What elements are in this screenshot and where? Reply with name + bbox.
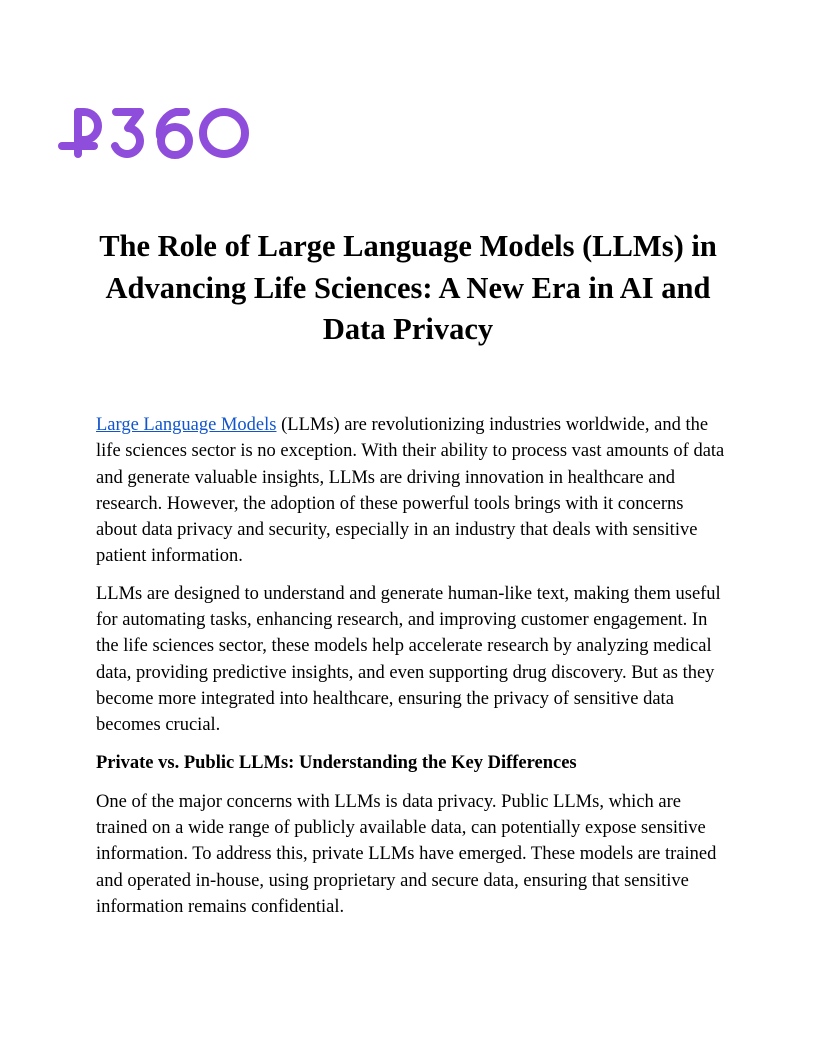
llm-link[interactable]: Large Language Models bbox=[96, 415, 277, 435]
section-heading: Private vs. Public LLMs: Understanding the Key Differences bbox=[96, 752, 577, 773]
intro-text: (LLMs) are revolutionizing industries worldwide, and the life sciences sector is no exception. With their ability to process vast amounts of data and generate valuable insights, LLMs are driving innovation in healthcare and research. However, the adoption of these powerful tools brings with it concerns about data privacy and security, especially in an industry that deals with sensitive patient information. bbox=[96, 415, 725, 567]
intro-paragraph bbox=[96, 412, 728, 570]
article-title: The Role of Large Language Models (LLMs) in Advancing Life Sciences: A New Era in AI and Data Privacy bbox=[99, 229, 717, 346]
article-body bbox=[96, 412, 728, 931]
paragraph-private-public: One of the major concerns with LLMs is data privacy. Public LLMs, which are trained on a wide range of publicly available data, can potentially expose sensitive information. To address this, private LLMs have emerged. These models are trained and operated in-house, using proprietary and secure data, ensuring that sensitive information remains confidential. bbox=[96, 791, 717, 918]
p360-logo bbox=[56, 104, 256, 164]
paragraph-llm-design: LLMs are designed to understand and generate human-like text, making them useful for automating tasks, enhancing research, and improving customer engagement. In the life sciences sector, these models help accelerate research by analyzing medical data, providing predictive insights, and even supporting drug discovery. But as they become more integrated into healthcare, ensuring the privacy of sensitive data becomes crucial. bbox=[96, 583, 721, 736]
